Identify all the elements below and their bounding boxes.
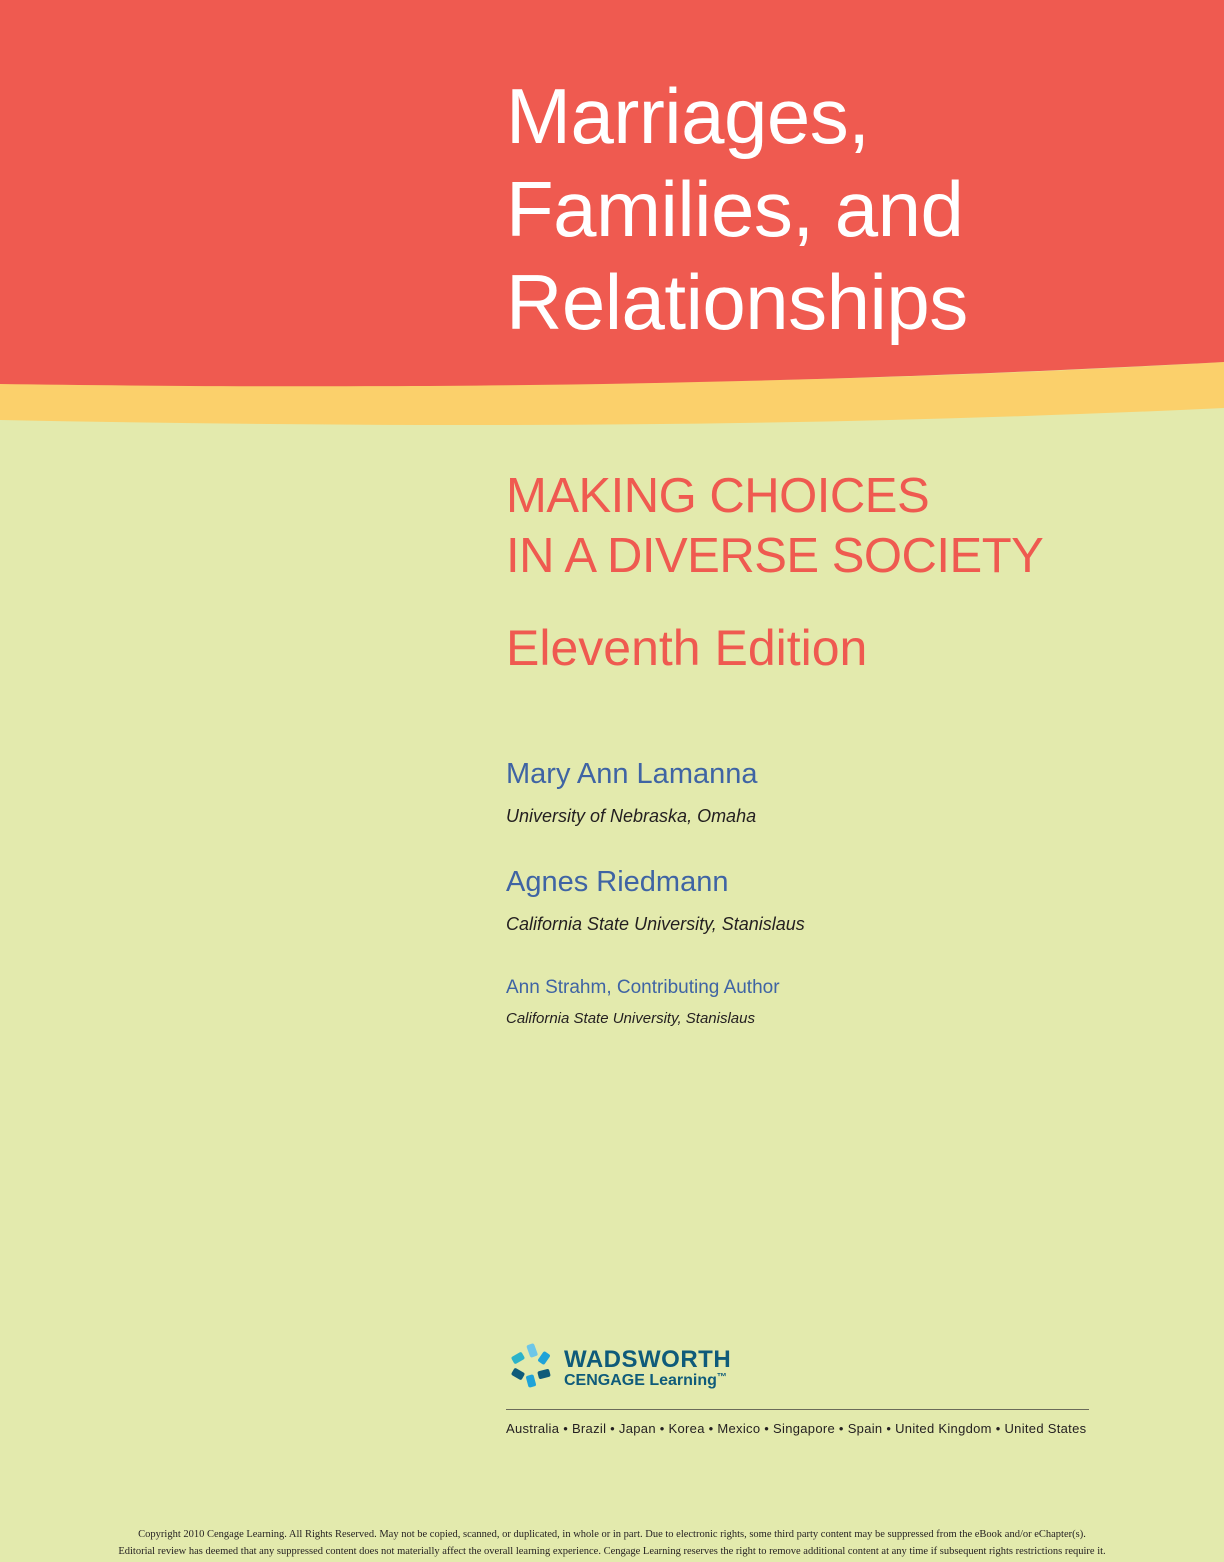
publisher-name: WADSWORTH xyxy=(564,1346,732,1373)
publisher-locations: Australia • Brazil • Japan • Korea • Mexico • Singapore • Spain • United Kingdom • United States xyxy=(506,1421,1087,1436)
copyright-line: Editorial review has deemed that any suppressed content does not materially affect the overall learning experience. Cengage Learning reserves the right to remove additional content at any time if subsequent rights restrictions require it. xyxy=(118,1546,1106,1557)
edition-label: Eleventh Edition xyxy=(506,620,868,676)
trademark-symbol: ™ xyxy=(716,1372,727,1383)
publisher-logo xyxy=(508,1342,768,1392)
author-affiliation: University of Nebraska, Omaha xyxy=(506,806,757,826)
footer-divider xyxy=(506,1409,1089,1410)
contributor-affiliation: California State University, Stanislaus xyxy=(506,1010,755,1027)
publisher-subname-text: CENGAGE Learning xyxy=(564,1372,717,1389)
book-subtitle xyxy=(506,466,1043,586)
publisher-subname xyxy=(564,1372,727,1390)
subtitle-line: MAKING CHOICES xyxy=(506,469,930,523)
author-affiliation: California State University, Stanislaus xyxy=(506,914,805,934)
author-name: Mary Ann Lamanna xyxy=(506,758,758,790)
author-name: Agnes Riedmann xyxy=(506,866,729,898)
copyright-line: Copyright 2010 Cengage Learning. All Rights Reserved. May not be copied, scanned, or duplicated, in whole or in part. Due to electronic rights, some third party content may be suppressed from the eBook and/or eChapter(s). xyxy=(138,1529,1086,1540)
contributor-name: Ann Strahm, Contributing Author xyxy=(506,977,780,998)
cengage-starburst-icon xyxy=(508,1342,556,1390)
book-title xyxy=(506,70,968,349)
title-line: Marriages, xyxy=(506,72,870,160)
copyright-notice xyxy=(0,1526,1224,1560)
subtitle-line: IN A DIVERSE SOCIETY xyxy=(506,529,1044,583)
title-line: Families, and xyxy=(506,165,964,253)
title-line: Relationships xyxy=(506,258,968,346)
